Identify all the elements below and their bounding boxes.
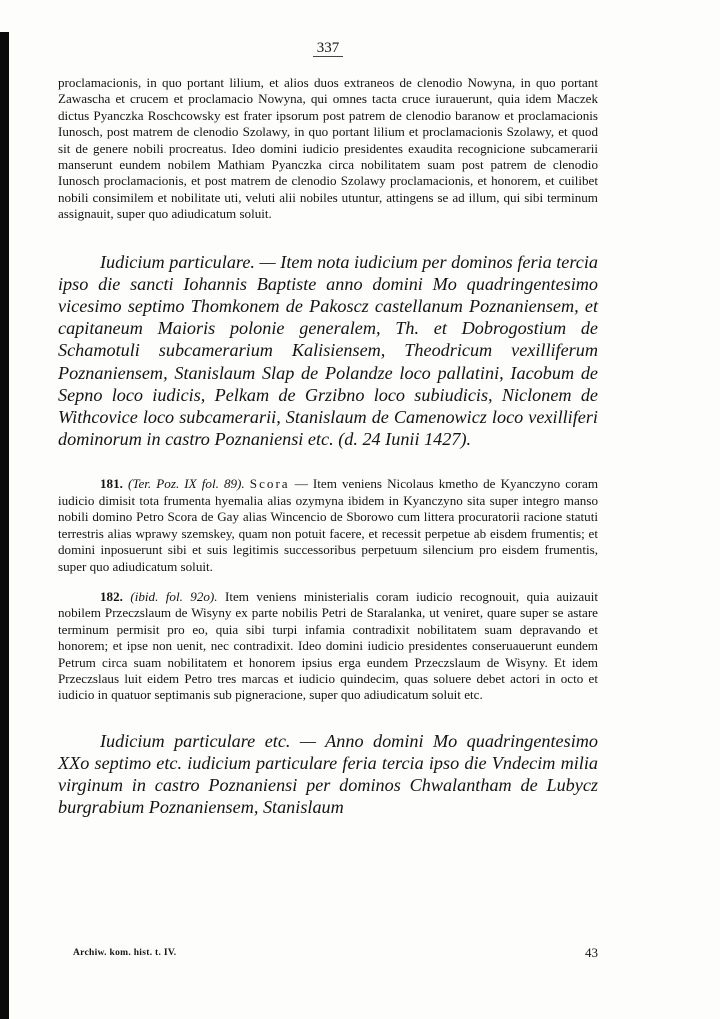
entry-text: — Item veniens Nicolaus kmetho de Kyanczyno coram iudicio dimisit tota frumenta hyemalia alias ozymyna ibidem in Kyanczyno sita super integro manso nobili domino Petro Scora de Gay alias Wincencio de Sborowo cum littera procuratorii racione statuti terrestris alias wprawy szemskey, quam non potuit facere, et recessit perpetue ab eisdem frumentis; et domini inposuerunt sibi et suis legitimis successoribus perpetuum silencium pro eisdem frumentis, super quo adiudicatum soluit. bbox=[58, 476, 599, 574]
entry-181 bbox=[58, 476, 598, 574]
entry-text: Item veniens ministerialis coram iudicio recognouit, quia auizauit nobilem Przeczslaum de Wisyny ex parte nobilis Petri de Staralanka, ut veniret, quare super se astare terminum permisit pro eo, quia sibi turpi infamia contradixit nobilitatem suam depravando et honorem; et ipse non uenit, nec contradixit. Ideo domini iudicio presidentes conseruauerunt eundem Petrum circa suam nobilitatem et honorem ipsius erga eundem Przeczslaum de Wisyny. Et idem Przeczslaus luit eidem Petro tres marcas et iudicio quindecim, quas soluere debet actori in octo et iudicio in quatuor septimanis sub pigneracione, super quo adiudicatum soluit etc. bbox=[58, 588, 598, 703]
paragraph-continuation: proclamacionis, in quo portant lilium, et alios duos extraneos de clenodio Nowyna, in quo portant Zawascha et crucem et proclamacio Nowyna, qui omnes tacta cruce iurauerunt, quia idem Maczek dictus Pyanczka Roschcowsky est frater ipsorum post patrem de clenodio baranow et proclamacionis Iunosch, post matrem de clenodio Szolawy, in quo portant lilium et proclamacionis Szolawy, et quod sit de genere nobili procreatus. Ideo domini iudicio presidentes exaudita recognicione subcamerarii manserunt eundem nobilem Mathiam Pyanczka circa nobilitatem suam post patrem de clenodio Iunosch proclamacionis, et post matrem de clenodio Szolawy proclamacionis, et honorem, et cuilibet nobili consimilem et nobilitate uti, veluti alii nobiles utuntur, attingens se ad illum, qui sibi terminum assignauit, super quo adiudicatum soluit. bbox=[58, 75, 598, 222]
book-binding-edge bbox=[0, 32, 9, 1019]
entry-name: Scora bbox=[249, 476, 290, 492]
footer-sheet-number: 43 bbox=[585, 945, 598, 960]
section-heading-iudicium-particulare-2: Iudicium particulare etc. — Anno domini Mo quadringentesimo XXo septimo etc. iudicium particulare feria tercia ipso die Vndecim milia virginum in castro Poznaniensi per dominos Chwalantham de Lubycz burgrabium Poznaniensem, Stanislaum bbox=[58, 730, 598, 818]
entry-number: 182. bbox=[100, 588, 123, 604]
entry-source: (ibid. fol. 92o). bbox=[130, 588, 218, 604]
page-footer bbox=[73, 945, 598, 961]
entry-number: 181. bbox=[100, 476, 123, 492]
entry-182 bbox=[58, 589, 598, 704]
entry-source: (Ter. Poz. IX fol. 89). bbox=[128, 476, 245, 492]
footer-signature: Archiw. kom. hist. t. IV. bbox=[73, 948, 177, 958]
document-page bbox=[58, 40, 598, 819]
section-heading-iudicium-particulare: Iudicium particulare. — Item nota iudicium per dominos feria tercia ipso die sancti Iohannis Baptiste anno domini Mo quadringentesimo vicesimo septimo Thomkonem de Pakoscz castellanum Poznaniensem, et capitaneum Maioris polonie generalem, Th. et Dobrogostium de Schamotuli subcamerarium Kalisiensem, Theodricum vexilliferum Poznaniensem, Stanislaum Slap de Polandze loco pallatini, Iacobum de Sepno loco iudicis, Pelkam de Grzibno loco subiudicis, Niclonem de Withcovice loco subcamerarii, Stanislaum de Camenowicz loco vexilliferi dominorum in castro Poznaniensi etc. (d. 24 Iunii 1427). bbox=[58, 251, 598, 450]
page-number: 337 bbox=[58, 40, 598, 57]
